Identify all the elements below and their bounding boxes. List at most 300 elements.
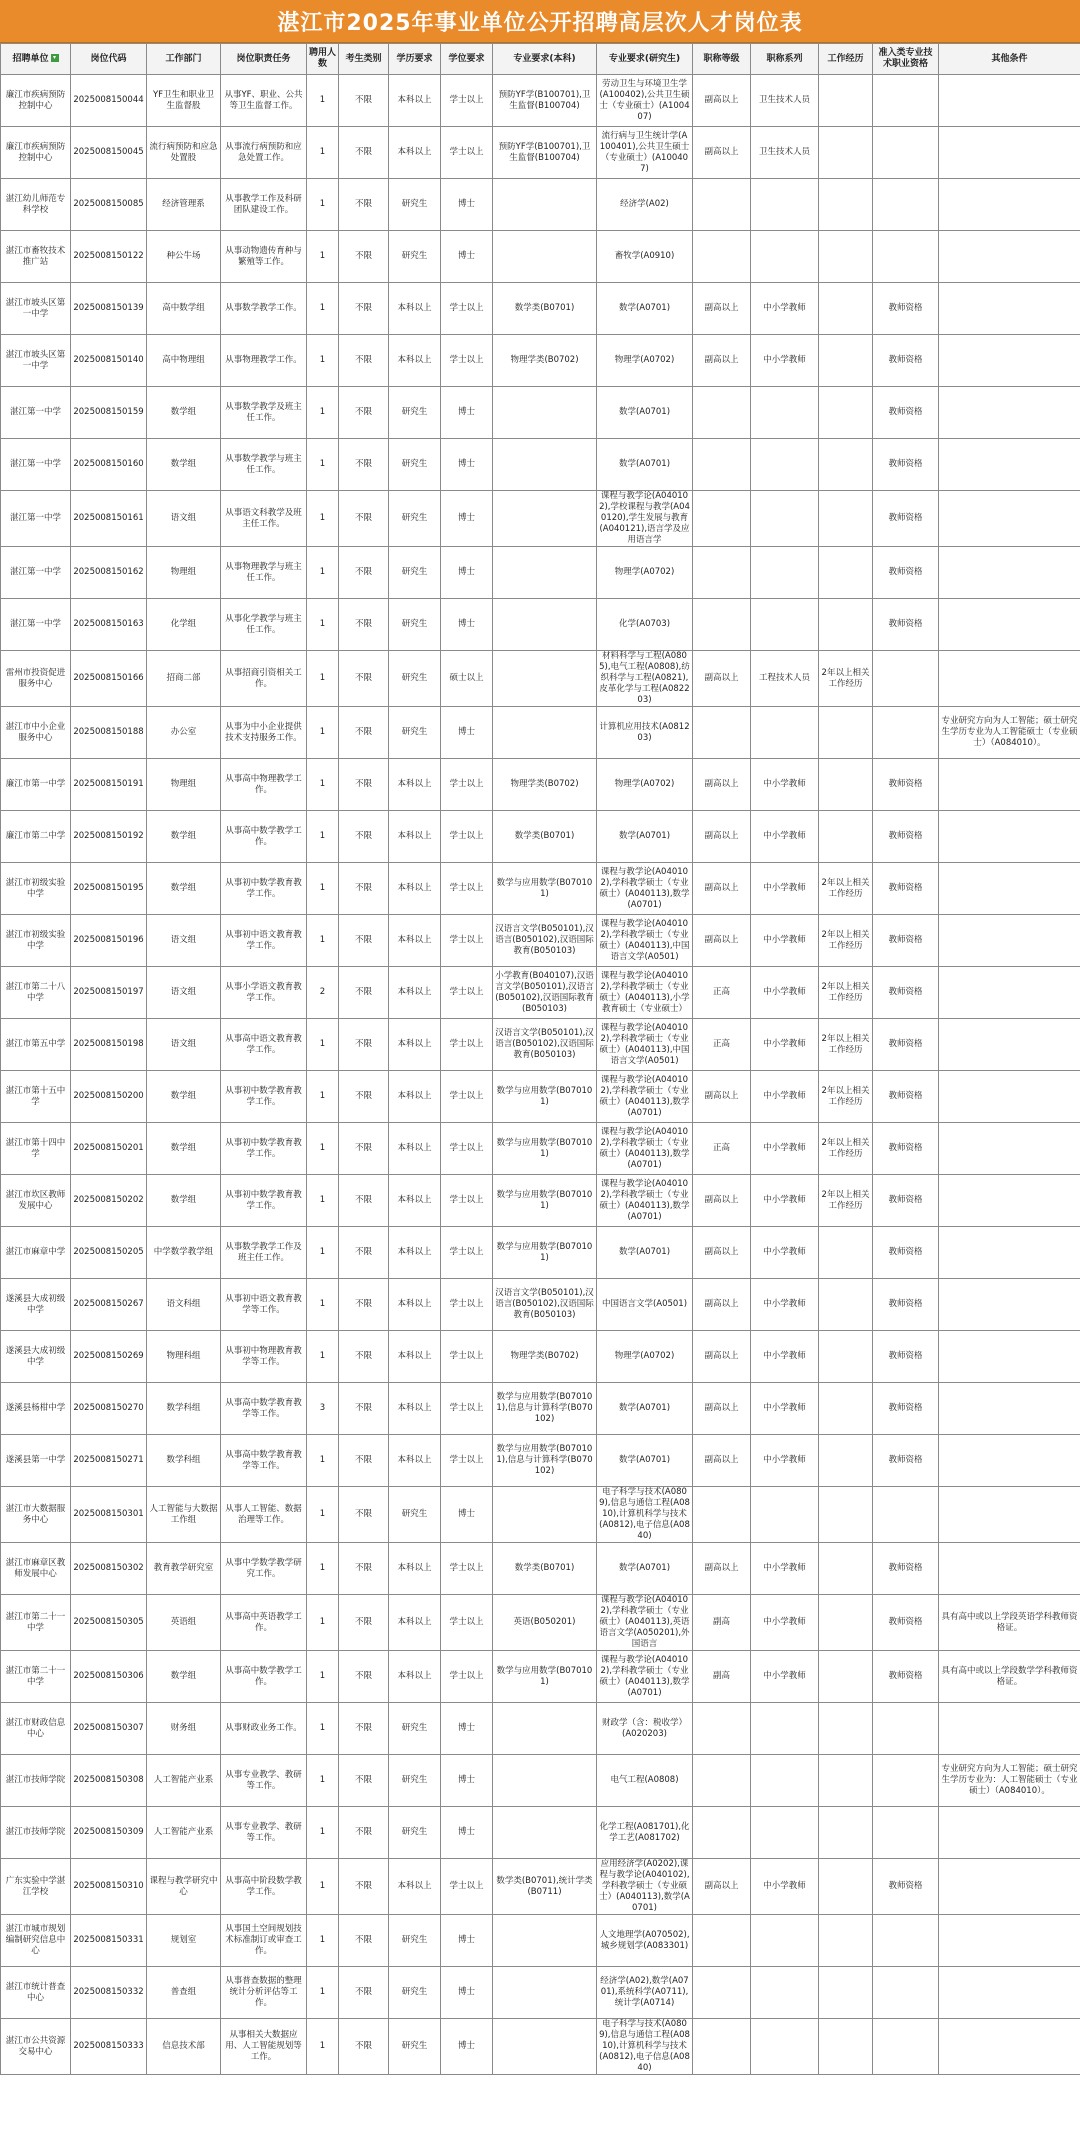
table-cell: 本科以上 <box>389 1543 441 1595</box>
table-cell: 博士 <box>441 1703 493 1755</box>
table-cell: 应用经济学(A0202),课程与教学论(A040102),学科教学硕士（专业硕士）(A040113),数学(A0701) <box>597 1859 693 1915</box>
table-cell: 不限 <box>339 1175 389 1227</box>
table-cell <box>819 2019 873 2075</box>
table-row <box>1 439 1080 491</box>
table-cell: 从事小学语文教育教学工作。 <box>221 967 307 1019</box>
table-row <box>1 915 1080 967</box>
table-cell <box>819 127 873 179</box>
table-cell <box>819 811 873 863</box>
table-cell: 数学与应用数学(B070101) <box>493 1227 597 1279</box>
table-cell: 从事高中物理教学工作。 <box>221 759 307 811</box>
column-header[interactable] <box>597 44 693 75</box>
table-cell: 电子科学与技术(A0809),信息与通信工程(A0810),计算机科学与技术(A0812),电子信息(A0840) <box>597 1487 693 1543</box>
table-cell: 1 <box>307 1703 339 1755</box>
table-cell: 化学工程(A081701),化学工艺(A081702) <box>597 1807 693 1859</box>
table-cell: 2025008150198 <box>71 1019 147 1071</box>
table-cell: 副高以上 <box>693 811 751 863</box>
column-header-label: 招聘单位 <box>12 53 49 64</box>
table-cell: 教师资格 <box>873 759 939 811</box>
table-cell: 湛江市技师学院 <box>1 1755 71 1807</box>
table-cell: 教师资格 <box>873 1123 939 1175</box>
table-row <box>1 759 1080 811</box>
column-header[interactable] <box>221 44 307 75</box>
table-cell: 副高以上 <box>693 1859 751 1915</box>
table-cell: 从事专业教学、教研等工作。 <box>221 1755 307 1807</box>
table-cell: 从事数学教学及班主任工作。 <box>221 387 307 439</box>
column-header[interactable] <box>819 44 873 75</box>
table-cell: 从事数学教学工作。 <box>221 283 307 335</box>
column-header[interactable] <box>939 44 1080 75</box>
table-cell <box>819 1279 873 1331</box>
table-cell: 不限 <box>339 1019 389 1071</box>
table-cell: 2年以上相关工作经历 <box>819 915 873 967</box>
table-cell: 种公牛场 <box>147 231 221 283</box>
table-cell: 教师资格 <box>873 599 939 651</box>
table-cell: 1 <box>307 387 339 439</box>
table-cell: 课程与教学论(A040102),学校课程与教学(A040120),学生发展与教育(A040121),语言学及应用语言学 <box>597 491 693 547</box>
table-cell: 2025008150162 <box>71 547 147 599</box>
table-cell <box>939 599 1080 651</box>
table-cell <box>873 1915 939 1967</box>
column-header[interactable] <box>71 44 147 75</box>
table-cell: 2025008150301 <box>71 1487 147 1543</box>
table-cell: 高中数学组 <box>147 283 221 335</box>
table-cell: 数学组 <box>147 387 221 439</box>
table-cell: 教师资格 <box>873 1859 939 1915</box>
column-header[interactable] <box>441 44 493 75</box>
table-cell: 2025008150271 <box>71 1435 147 1487</box>
table-cell: 不限 <box>339 1435 389 1487</box>
table-row <box>1 1915 1080 1967</box>
column-header[interactable] <box>693 44 751 75</box>
table-row <box>1 1331 1080 1383</box>
column-header[interactable] <box>307 44 339 75</box>
table-cell <box>493 1967 597 2019</box>
table-cell: 1 <box>307 127 339 179</box>
table-cell: 雷州市投资促进服务中心 <box>1 651 71 707</box>
table-cell: 1 <box>307 759 339 811</box>
table-cell: 中小学教师 <box>751 1227 819 1279</box>
table-cell <box>939 1915 1080 1967</box>
table-cell: 副高以上 <box>693 1279 751 1331</box>
table-cell: 2025008150307 <box>71 1703 147 1755</box>
table-cell: 副高以上 <box>693 1383 751 1435</box>
table-cell: 从事高中数学教学工作。 <box>221 811 307 863</box>
table-cell: 数学类(B0701) <box>493 1543 597 1595</box>
table-cell: 廉江市第二中学 <box>1 811 71 863</box>
table-cell: 从事高中英语教学工作。 <box>221 1595 307 1651</box>
table-cell: 1 <box>307 915 339 967</box>
table-cell: 中小学教师 <box>751 1651 819 1703</box>
table-cell <box>819 179 873 231</box>
column-header[interactable] <box>751 44 819 75</box>
table-cell: 不限 <box>339 707 389 759</box>
table-cell: 2025008150309 <box>71 1807 147 1859</box>
table-cell: 1 <box>307 811 339 863</box>
table-cell: 湛江市麻章中学 <box>1 1227 71 1279</box>
table-cell <box>751 387 819 439</box>
table-cell: 2025008150269 <box>71 1331 147 1383</box>
table-cell: 湛江第一中学 <box>1 547 71 599</box>
table-cell: 博士 <box>441 1807 493 1859</box>
table-header-row <box>1 44 1080 75</box>
table-cell <box>939 283 1080 335</box>
table-cell: 1 <box>307 179 339 231</box>
table-cell: 数学组 <box>147 1071 221 1123</box>
table-cell <box>493 231 597 283</box>
table-cell: 数学与应用数学(B070101),信息与计算科学(B070102) <box>493 1435 597 1487</box>
table-cell: 1 <box>307 335 339 387</box>
table-cell: 研究生 <box>389 387 441 439</box>
table-cell: 1 <box>307 599 339 651</box>
table-cell <box>819 1967 873 2019</box>
table-cell: 1 <box>307 1331 339 1383</box>
table-cell: 1 <box>307 1227 339 1279</box>
table-cell <box>693 491 751 547</box>
table-cell: 课程与教学论(A040102),学科教学硕士（专业硕士）(A040113),数学(A0701) <box>597 863 693 915</box>
table-cell <box>939 1487 1080 1543</box>
table-cell: 研究生 <box>389 1703 441 1755</box>
table-cell: 从事高中数学教育教学等工作。 <box>221 1435 307 1487</box>
table-cell: 中小学教师 <box>751 1859 819 1915</box>
table-cell: 数学组 <box>147 1175 221 1227</box>
table-cell: 研究生 <box>389 1967 441 2019</box>
table-cell: 学士以上 <box>441 127 493 179</box>
table-cell <box>819 231 873 283</box>
table-cell: 物理学类(B0702) <box>493 759 597 811</box>
table-cell <box>939 1331 1080 1383</box>
table-row <box>1 387 1080 439</box>
table-cell: 材料科学与工程(A0805),电气工程(A0808),纺织科学与工程(A0821),皮革化学与工程(A082203) <box>597 651 693 707</box>
table-cell: 遂溪县大成初级中学 <box>1 1279 71 1331</box>
table-cell: 从事初中语文教育教学等工作。 <box>221 1279 307 1331</box>
table-cell: 本科以上 <box>389 759 441 811</box>
table-cell: 博士 <box>441 179 493 231</box>
column-header[interactable] <box>389 44 441 75</box>
table-cell: 2025008150270 <box>71 1383 147 1435</box>
table-cell: 课程与教学论(A040102),学科教学硕士（专业硕士）(A040113),中国语言文学(A0501) <box>597 915 693 967</box>
table-cell <box>819 1859 873 1915</box>
table-cell: 1 <box>307 1807 339 1859</box>
table-cell: 研究生 <box>389 491 441 547</box>
table-cell: 研究生 <box>389 707 441 759</box>
table-cell <box>493 2019 597 2075</box>
column-header[interactable] <box>1 44 71 75</box>
table-cell: 从事中学数学教学研究工作。 <box>221 1543 307 1595</box>
table-cell: 2025008150188 <box>71 707 147 759</box>
table-cell: 中小学教师 <box>751 1123 819 1175</box>
table-cell: 人工智能产业系 <box>147 1807 221 1859</box>
table-cell <box>693 599 751 651</box>
table-cell: 教师资格 <box>873 283 939 335</box>
column-header-label: 专业要求(本科) <box>513 53 576 64</box>
table-cell: 从事动物遗传育种与繁殖等工作。 <box>221 231 307 283</box>
table-cell <box>939 1859 1080 1915</box>
table-cell: 1 <box>307 439 339 491</box>
table-cell <box>819 707 873 759</box>
table-cell: 湛江市第二十八中学 <box>1 967 71 1019</box>
table-cell: 课程与教学论(A040102),学科教学硕士（专业硕士）(A040113),英语语言文学(A050201),外国语言 <box>597 1595 693 1651</box>
table-cell: 2025008150163 <box>71 599 147 651</box>
table-cell: 从事流行病预防和应急处置工作。 <box>221 127 307 179</box>
table-cell: 教师资格 <box>873 335 939 387</box>
table-cell <box>751 1487 819 1543</box>
table-cell: 流行病预防和应急处置股 <box>147 127 221 179</box>
positions-table <box>0 43 1080 2075</box>
table-row <box>1 283 1080 335</box>
table-cell: 专业研究方向为人工智能；硕士研究生学历专业为人工智能硕士（专业硕士）（A084010）。 <box>939 707 1080 759</box>
table-cell: 1 <box>307 1019 339 1071</box>
table-cell: 流行病与卫生统计学(A100401),公共卫生硕士（专业硕士）(A100407) <box>597 127 693 179</box>
table-row <box>1 1383 1080 1435</box>
table-cell: 2025008150202 <box>71 1175 147 1227</box>
table-cell <box>873 1807 939 1859</box>
table-cell: 学士以上 <box>441 75 493 127</box>
column-header-label: 职称系列 <box>766 53 803 64</box>
table-cell: 湛江第一中学 <box>1 439 71 491</box>
table-cell <box>751 547 819 599</box>
table-cell: 电气工程(A0808) <box>597 1755 693 1807</box>
table-cell: 语文组 <box>147 1019 221 1071</box>
table-cell: 2025008150308 <box>71 1755 147 1807</box>
column-header[interactable] <box>873 44 939 75</box>
table-cell: 中小学教师 <box>751 1019 819 1071</box>
table-cell: 不限 <box>339 1543 389 1595</box>
table-cell: 2025008150160 <box>71 439 147 491</box>
table-cell <box>751 1967 819 2019</box>
table-cell: 不限 <box>339 439 389 491</box>
table-cell: 副高以上 <box>693 75 751 127</box>
table-cell: 数学(A0701) <box>597 1543 693 1595</box>
column-header[interactable] <box>147 44 221 75</box>
table-cell: 教育教学研究室 <box>147 1543 221 1595</box>
table-cell: 教师资格 <box>873 439 939 491</box>
table-cell <box>939 759 1080 811</box>
table-cell: 副高以上 <box>693 1331 751 1383</box>
table-cell <box>939 1175 1080 1227</box>
column-header-label: 工作经历 <box>827 53 864 64</box>
table-cell: 财政学（含：税收学）(A020203) <box>597 1703 693 1755</box>
table-cell: 数学与应用数学(B070101) <box>493 863 597 915</box>
column-header-label: 专业要求(研究生) <box>608 53 681 64</box>
table-cell: 湛江第一中学 <box>1 491 71 547</box>
table-cell <box>819 283 873 335</box>
table-cell: 遂溪县大成初级中学 <box>1 1331 71 1383</box>
table-cell: 2025008150085 <box>71 179 147 231</box>
table-cell: 2025008150306 <box>71 1651 147 1703</box>
table-cell: 不限 <box>339 1331 389 1383</box>
table-cell: 中小学教师 <box>751 967 819 1019</box>
table-cell <box>751 1703 819 1755</box>
table-cell: 2025008150331 <box>71 1915 147 1967</box>
table-cell: 课程与教学论(A040102),学科教学硕士（专业硕士）(A040113),数学(A0701) <box>597 1071 693 1123</box>
table-cell <box>751 707 819 759</box>
table-cell: 不限 <box>339 231 389 283</box>
table-cell <box>693 2019 751 2075</box>
table-cell: 数学科组 <box>147 1383 221 1435</box>
table-cell: 2025008150161 <box>71 491 147 547</box>
table-cell <box>751 179 819 231</box>
table-cell: 湛江市大数据服务中心 <box>1 1487 71 1543</box>
table-cell: 规划室 <box>147 1915 221 1967</box>
table-cell: 博士 <box>441 387 493 439</box>
table-cell: 不限 <box>339 759 389 811</box>
column-header-label: 准入类专业技术职业资格 <box>878 48 933 69</box>
table-cell <box>819 1487 873 1543</box>
table-cell: 从事初中语文教育教学工作。 <box>221 915 307 967</box>
table-cell: 学士以上 <box>441 1071 493 1123</box>
table-cell: 预防YF学(B100701),卫生监督(B100704) <box>493 127 597 179</box>
table-cell <box>939 1543 1080 1595</box>
table-cell <box>873 707 939 759</box>
table-cell: 中小学教师 <box>751 915 819 967</box>
table-cell <box>873 231 939 283</box>
table-cell <box>819 387 873 439</box>
table-cell <box>939 1019 1080 1071</box>
table-cell: 数学科组 <box>147 1435 221 1487</box>
table-cell: 学士以上 <box>441 811 493 863</box>
table-cell: 1 <box>307 283 339 335</box>
table-row <box>1 1859 1080 1915</box>
table-cell: 廉江市疾病预防控制中心 <box>1 127 71 179</box>
table-cell: 从事招商引资相关工作。 <box>221 651 307 707</box>
column-header-label: 学位要求 <box>448 53 485 64</box>
table-cell <box>939 1967 1080 2019</box>
table-cell: 专业研究方向为人工智能；硕士研究生学历专业为：人工智能硕士（专业硕士）（A084010）。 <box>939 1755 1080 1807</box>
table-cell: 副高以上 <box>693 335 751 387</box>
table-cell: 从事高中阶段数学教学工作。 <box>221 1859 307 1915</box>
table-cell: 1 <box>307 1487 339 1543</box>
table-cell: 数学与应用数学(B070101) <box>493 1175 597 1227</box>
table-cell: 汉语言文学(B050101),汉语言(B050102),汉语国际教育(B050103) <box>493 915 597 967</box>
table-cell: 副高以上 <box>693 1543 751 1595</box>
table-cell: 2年以上相关工作经历 <box>819 1123 873 1175</box>
table-cell: 从事财政业务工作。 <box>221 1703 307 1755</box>
table-cell: 学士以上 <box>441 1435 493 1487</box>
table-cell: 学士以上 <box>441 759 493 811</box>
table-cell: 2025008150166 <box>71 651 147 707</box>
table-cell <box>819 1331 873 1383</box>
table-cell: 中小学教师 <box>751 1435 819 1487</box>
table-cell: 劳动卫生与环境卫生学(A100402),公共卫生硕士（专业硕士）(A100407) <box>597 75 693 127</box>
table-cell: 物理学(A0702) <box>597 335 693 387</box>
table-cell: 物理科组 <box>147 1331 221 1383</box>
table-cell: 2025008150200 <box>71 1071 147 1123</box>
filter-icon[interactable]: ▾ <box>51 54 59 62</box>
table-cell: 具有高中或以上学段英语学科教师资格证。 <box>939 1595 1080 1651</box>
table-cell <box>819 439 873 491</box>
table-cell: 湛江市第十四中学 <box>1 1123 71 1175</box>
column-header-label: 岗位代码 <box>90 53 127 64</box>
table-cell: 湛江市第二十一中学 <box>1 1595 71 1651</box>
table-cell <box>693 1915 751 1967</box>
table-cell <box>819 599 873 651</box>
table-cell: 副高以上 <box>693 915 751 967</box>
table-cell: 副高以上 <box>693 283 751 335</box>
table-cell: 副高以上 <box>693 1435 751 1487</box>
table-row <box>1 1435 1080 1487</box>
table-cell: 1 <box>307 651 339 707</box>
table-cell: 教师资格 <box>873 1383 939 1435</box>
column-header-label: 工作部门 <box>165 53 202 64</box>
table-cell: 卫生技术人员 <box>751 127 819 179</box>
table-cell: 湛江第一中学 <box>1 387 71 439</box>
table-cell: 从事国土空间规划技术标准制订或审查工作。 <box>221 1915 307 1967</box>
table-cell: 信息技术部 <box>147 2019 221 2075</box>
column-header[interactable] <box>339 44 389 75</box>
table-row <box>1 1543 1080 1595</box>
table-cell: 副高以上 <box>693 127 751 179</box>
table-cell: 本科以上 <box>389 127 441 179</box>
table-cell <box>693 707 751 759</box>
table-cell <box>819 759 873 811</box>
table-row <box>1 179 1080 231</box>
table-cell <box>493 439 597 491</box>
table-cell <box>939 1071 1080 1123</box>
table-cell: 2年以上相关工作经历 <box>819 1071 873 1123</box>
table-cell: 本科以上 <box>389 1123 441 1175</box>
table-cell <box>939 1383 1080 1435</box>
table-cell: 1 <box>307 1123 339 1175</box>
table-cell <box>873 1755 939 1807</box>
table-cell: 从事数学教学与班主任工作。 <box>221 439 307 491</box>
table-cell: 研究生 <box>389 1755 441 1807</box>
table-cell: 湛江市坡头区第一中学 <box>1 283 71 335</box>
table-cell <box>819 1543 873 1595</box>
table-cell: 正高 <box>693 1019 751 1071</box>
table-cell <box>939 2019 1080 2075</box>
table-cell: 不限 <box>339 863 389 915</box>
table-cell: 教师资格 <box>873 1071 939 1123</box>
table-cell: 博士 <box>441 1755 493 1807</box>
table-cell: 数学与应用数学(B070101) <box>493 1651 597 1703</box>
table-cell <box>939 335 1080 387</box>
table-cell <box>493 179 597 231</box>
table-cell: 从事物理教学与班主任工作。 <box>221 547 307 599</box>
table-cell <box>819 1915 873 1967</box>
table-cell: 普查组 <box>147 1967 221 2019</box>
table-cell: 教师资格 <box>873 1019 939 1071</box>
table-cell: 本科以上 <box>389 1595 441 1651</box>
table-cell: 教师资格 <box>873 1543 939 1595</box>
table-cell: 从事化学教学与班主任工作。 <box>221 599 307 651</box>
table-row <box>1 811 1080 863</box>
table-cell: 不限 <box>339 1487 389 1543</box>
table-cell: 湛江市城市规划编制研究信息中心 <box>1 1915 71 1967</box>
table-cell: 数学组 <box>147 1651 221 1703</box>
table-cell: 从事高中数学教育教学等工作。 <box>221 1383 307 1435</box>
table-cell: 课程与教学论(A040102),学科教学硕士（专业硕士）(A040113),数学(A0701) <box>597 1651 693 1703</box>
table-row <box>1 1279 1080 1331</box>
table-cell <box>493 1487 597 1543</box>
column-header[interactable] <box>493 44 597 75</box>
table-cell: 研究生 <box>389 651 441 707</box>
table-cell: 本科以上 <box>389 75 441 127</box>
table-cell: 不限 <box>339 179 389 231</box>
table-cell: 不限 <box>339 491 389 547</box>
table-cell: 1 <box>307 1543 339 1595</box>
table-row <box>1 1807 1080 1859</box>
table-cell: 从事人工智能、数据治理等工作。 <box>221 1487 307 1543</box>
table-cell <box>939 1279 1080 1331</box>
table-cell: 2025008150044 <box>71 75 147 127</box>
table-cell <box>819 1435 873 1487</box>
table-cell: 经济管理系 <box>147 179 221 231</box>
table-row <box>1 1595 1080 1651</box>
table-row <box>1 599 1080 651</box>
table-cell: 不限 <box>339 387 389 439</box>
table-cell: 课程与教学论(A040102),学科教学硕士（专业硕士）(A040113),数学(A0701) <box>597 1175 693 1227</box>
